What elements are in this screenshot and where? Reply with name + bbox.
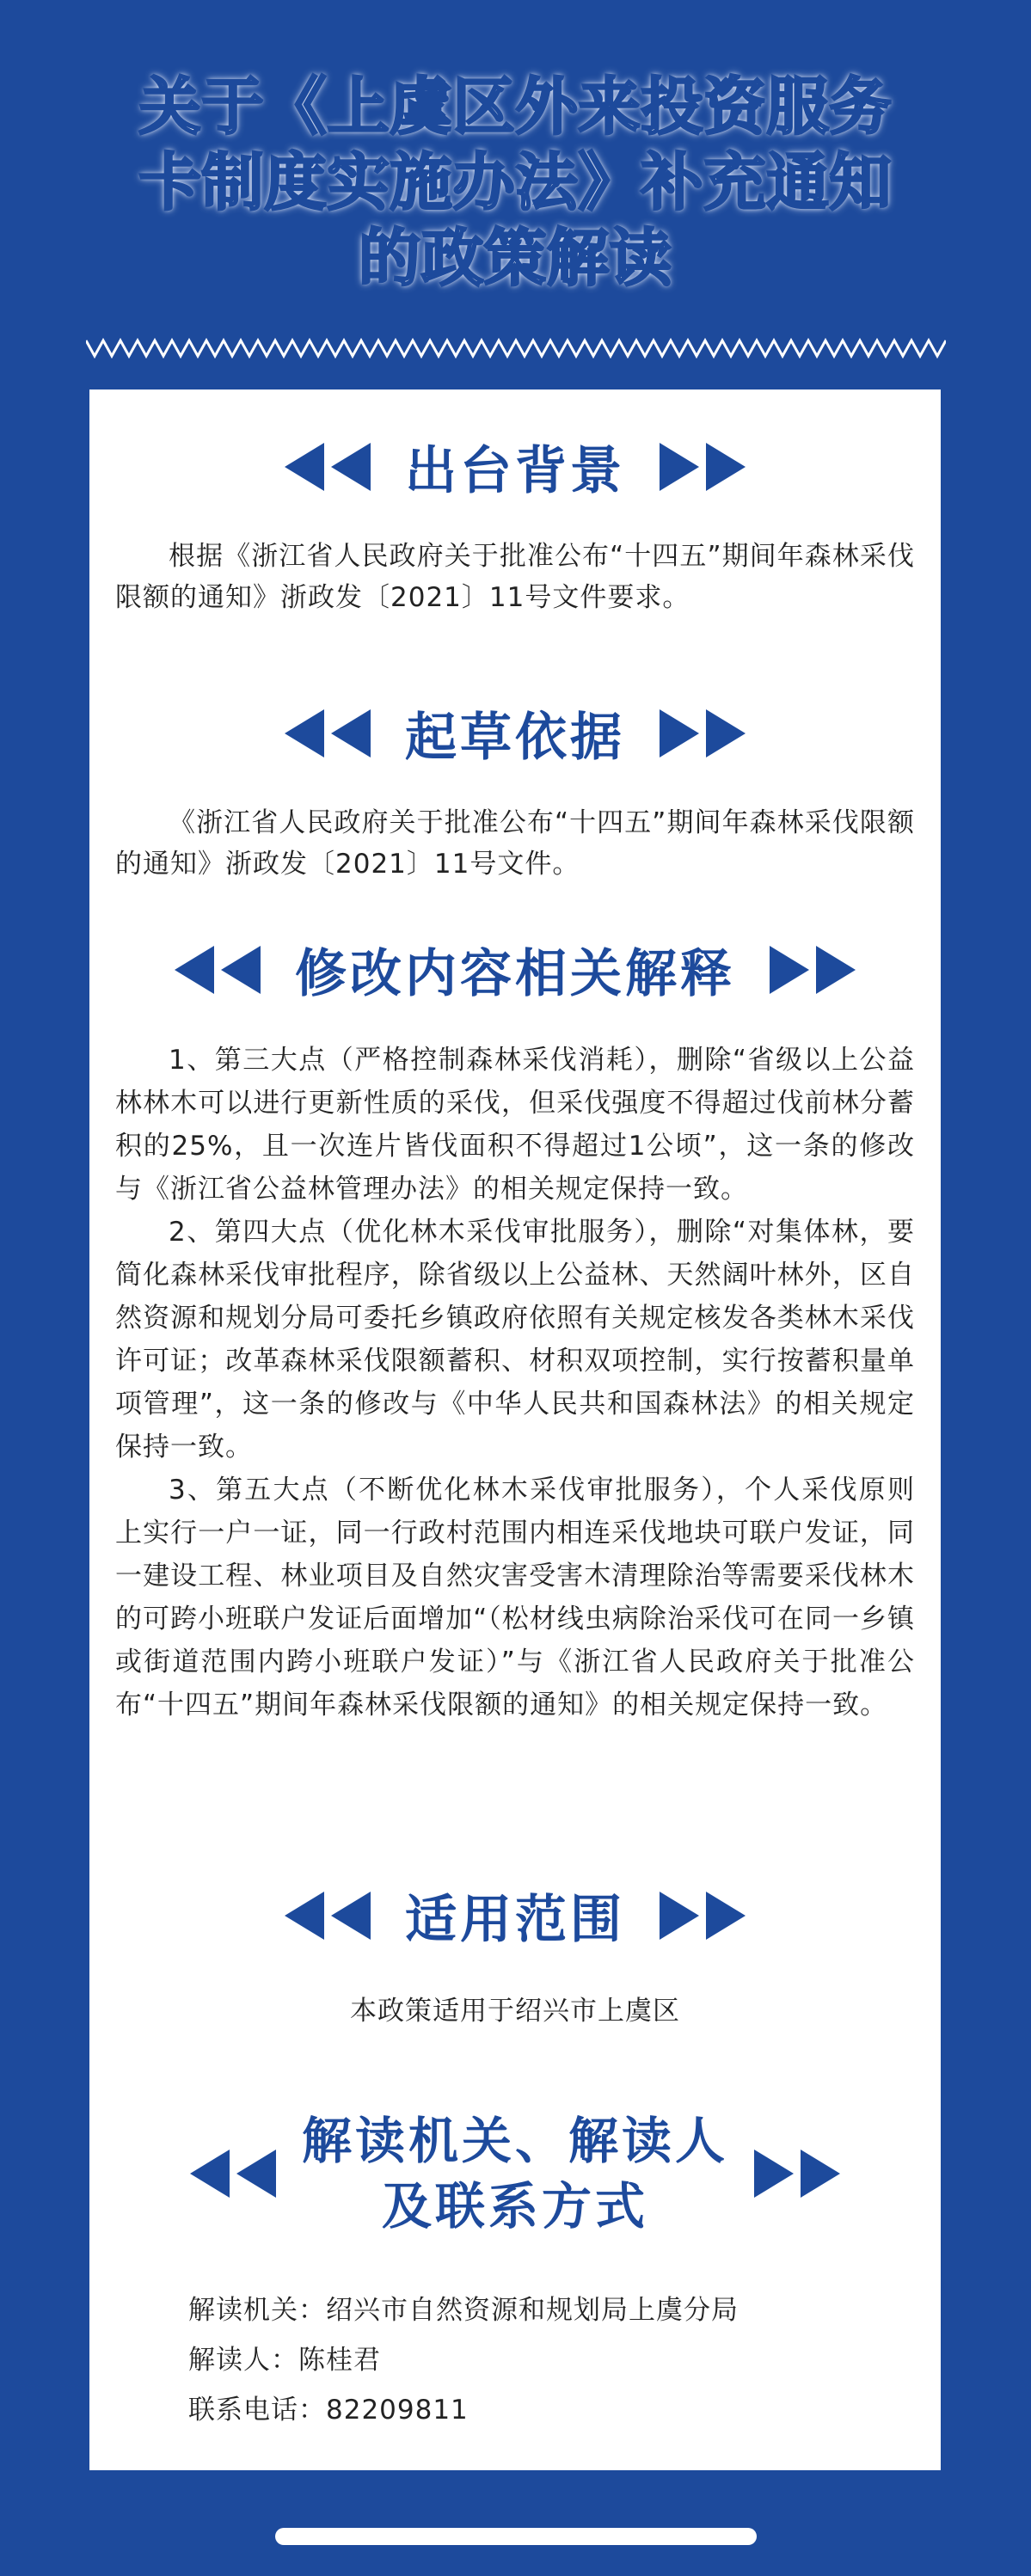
section-heading-scope <box>89 1877 941 1954</box>
section-heading-basis <box>89 695 941 772</box>
title-line-3: 的政策解读 <box>358 222 672 294</box>
changes-text <box>115 1039 915 1727</box>
contact-info <box>188 2285 928 2435</box>
section-heading-changes <box>89 931 941 1009</box>
contact-title-line-2: 及联系方式 <box>381 2177 648 2236</box>
left-arrows-icon <box>190 2148 276 2199</box>
title-line-2: 卡制度实施办法》补充通知 <box>138 146 893 218</box>
section-title-scope: 适用范围 <box>405 1890 625 1950</box>
right-arrows-icon <box>770 944 856 996</box>
section-title-changes: 修改内容相关解释 <box>295 944 735 1004</box>
section-title-contact <box>302 2108 728 2239</box>
changes-paragraph-1: 1、第三大点（严格控制森林采伐消耗），删除“省级以上公益林林木可以进行更新性质的采伐，但采伐强度不得超过伐前林分蓄积的25%，且一次连片皆伐面积不得超过1公顷”，这一条的修改与《浙江省公益林管理办法》的相关规定保持一致。 <box>115 1045 915 1205</box>
bottom-bar <box>275 2528 757 2545</box>
section-heading-background <box>89 428 941 506</box>
right-arrows-icon <box>660 1890 746 1941</box>
section-title-basis: 起草依据 <box>405 708 625 768</box>
background-paragraph: 根据《浙江省人民政府关于批准公布“十四五”期间年森林采伐限额的通知》浙政发〔2021〕11号文件要求。 <box>115 541 915 613</box>
contact-phone: 联系电话：82209811 <box>188 2395 469 2426</box>
section-title-background: 出台背景 <box>405 441 625 501</box>
left-arrows-icon <box>175 944 261 996</box>
title-line-1: 关于《上虞区外来投资服务 <box>138 71 893 143</box>
changes-paragraph-3: 3、第五大点（不断优化林木采伐审批服务），个人采伐原则上实行一户一证，同一行政村范围内相连采伐地块可联户发证，同一建设工程、林业项目及自然灾害受害木清理除治等需要采伐林木的可跨小班联户发证后面增加“（松材线虫病除治采伐可在同一乡镇或街道范围内跨小班联户发证）”与《浙江省人民政府关于批准公布“十四五”期间年森林采伐限额的通知》的相关规定保持一致。 <box>115 1475 915 1720</box>
left-arrows-icon <box>285 1890 371 1941</box>
basis-text <box>115 802 915 885</box>
background-text <box>115 536 915 618</box>
right-arrows-icon <box>660 708 746 759</box>
left-arrows-icon <box>285 708 371 759</box>
contact-person: 解读人：陈桂君 <box>188 2345 381 2376</box>
content-panel <box>89 389 941 2470</box>
section-heading-contact <box>89 2101 941 2247</box>
basis-paragraph: 《浙江省人民政府关于批准公布“十四五”期间年森林采伐限额的通知》浙政发〔2021〕11号文件。 <box>115 807 915 880</box>
contact-title-line-1: 解读机关、解读人 <box>301 2112 728 2170</box>
page-title <box>0 69 1031 296</box>
zigzag-divider <box>86 335 946 361</box>
scope-text: 本政策适用于绍兴市上虞区 <box>350 1996 680 2027</box>
right-arrows-icon <box>660 441 746 493</box>
changes-paragraph-2: 2、第四大点（优化林木采伐审批服务），删除“对集体林，要简化森林采伐审批程序，除省级以上公益林、天然阔叶林外，区自然资源和规划分局可委托乡镇政府依照有关规定核发各类林木采伐许可证；改革森林采伐限额蓄积、材积双项控制，实行按蓄积量单项管理”，这一条的修改与《中华人民共和国森林法》的相关规定保持一致。 <box>115 1217 915 1463</box>
left-arrows-icon <box>285 441 371 493</box>
right-arrows-icon <box>754 2148 840 2199</box>
contact-agency: 解读机关：绍兴市自然资源和规划局上虞分局 <box>188 2295 739 2326</box>
